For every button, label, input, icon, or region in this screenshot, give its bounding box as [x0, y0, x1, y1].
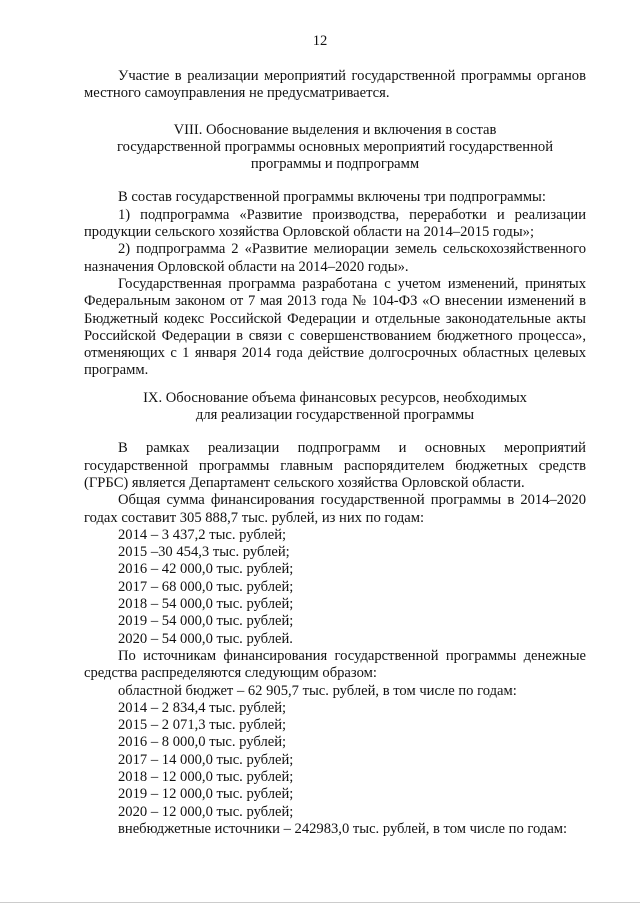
section-heading-viii	[84, 122, 586, 174]
list-item: 2015 – 2 071,3 тыс. рублей;	[118, 717, 287, 734]
paragraph-sources: По источникам финансирования государственной программы денежные средства распределяются следующим образом:	[84, 647, 586, 682]
list-regional-by-year	[84, 700, 586, 821]
heading-line: государственной программы основных мероприятий государственной	[116, 138, 554, 155]
list-item: 2019 – 12 000,0 тыс. рублей;	[118, 786, 294, 803]
list-item: 2020 – 12 000,0 тыс. рублей;	[118, 803, 294, 820]
section-heading-ix	[84, 390, 586, 425]
list-item: 2018 – 12 000,0 тыс. рублей;	[118, 768, 294, 785]
list-item: 2017 – 68 000,0 тыс. рублей;	[118, 578, 294, 595]
heading-line: VIII. Обоснование выделения и включения в состав	[173, 121, 497, 138]
list-item: 2014 – 2 834,4 тыс. рублей;	[118, 699, 287, 716]
paragraph-extrabudgetary: внебюджетные источники – 242983,0 тыс. рублей, в том числе по годам:	[118, 820, 568, 837]
list-item: 2016 – 8 000,0 тыс. рублей;	[118, 734, 287, 751]
heading-line: программы и подпрограмм	[250, 156, 420, 173]
list-item: 2020 – 54 000,0 тыс. рублей.	[118, 630, 293, 647]
list-item: 2018 – 54 000,0 тыс. рублей;	[118, 596, 294, 613]
list-item: 2019 – 54 000,0 тыс. рублей;	[118, 613, 294, 630]
heading-line: для реализации государственной программы	[195, 407, 475, 424]
paragraph-total-financing: Общая сумма финансирования государственной программы в 2014–2020 годах составит 305 888,7 тыс. рублей, из них по годам:	[84, 492, 586, 526]
paragraph-subprogram-2: 2) подпрограмма 2 «Развитие мелиорации земель сельскохозяйственного назначения Орловской области на 2014–2020 годы».	[84, 241, 586, 275]
list-item: 2015 –30 454,3 тыс. рублей;	[118, 544, 290, 561]
list-item: 2014 – 3 437,2 тыс. рублей;	[118, 526, 287, 543]
page-content	[84, 68, 586, 838]
list-item: 2017 – 14 000,0 тыс. рублей;	[118, 751, 294, 768]
heading-line: IX. Обоснование объема финансовых ресурсов, необходимых	[143, 389, 527, 406]
paragraph-subprogram-1: 1) подпрограмма «Развитие производства, переработки и реализации продукции сельского хозяйства Орловской области на 2014–2015 годы»;	[84, 206, 586, 241]
list-item: 2016 – 42 000,0 тыс. рублей;	[118, 561, 294, 578]
paragraph-grbs: В рамках реализации подпрограмм и основных мероприятий государственной программы главным распорядителем бюджетных средств (ГРБС) является Департамент сельского хозяйства Орловской области.	[84, 440, 586, 491]
paragraph-regional-budget: областной бюджет – 62 905,7 тыс. рублей, в том числе по годам:	[118, 682, 517, 699]
paragraph-program-developed: Государственная программа разработана с учетом изменений, принятых Федеральным законом от 7 мая 2013 года № 104-ФЗ «О внесении изменений в Бюджетный кодекс Российской Федерации и отдельные законодательные акты Российской Федерации в связи с совершенствованием бюджетного процесса», отменяющих с 1 января 2014 года действие долгосрочных областных целевых программ.	[84, 275, 586, 379]
list-total-by-year	[84, 527, 586, 648]
page-bottom-edge	[0, 902, 640, 903]
paragraph-local-government: Участие в реализации мероприятий государственной программы органов местного самоуправления не предусматривается.	[84, 68, 586, 102]
paragraph-subprograms-intro: В состав государственной программы включены три подпрограммы:	[118, 189, 546, 206]
page-number: 12	[312, 33, 328, 49]
